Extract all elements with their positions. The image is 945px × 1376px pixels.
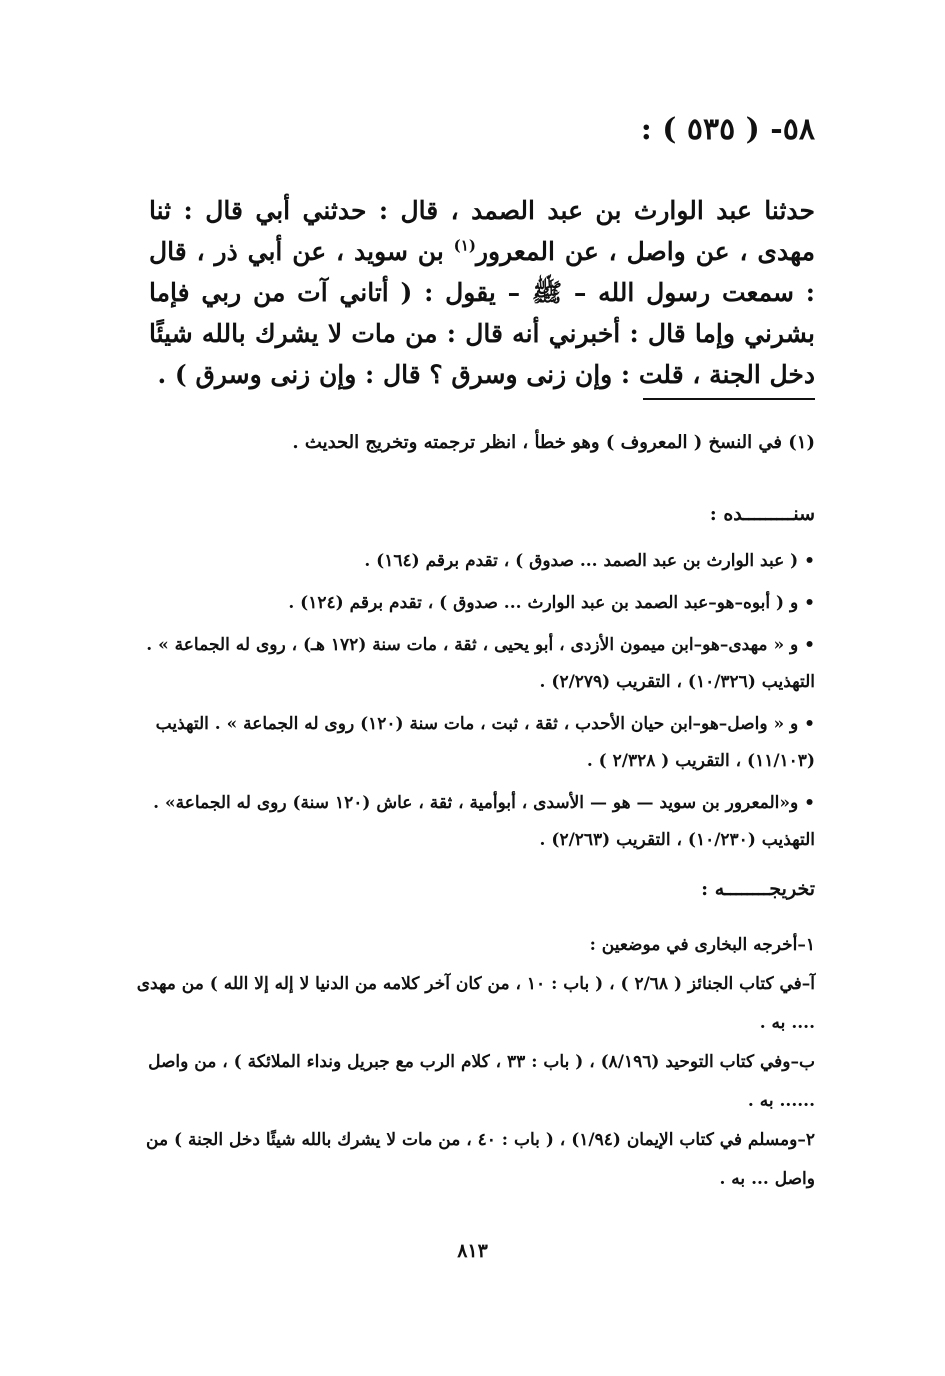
takhrij-list <box>133 926 815 1199</box>
sanad-item: • و « مهدى–هو–ابن ميمون الأزدى ، أبو يحيى ، ثقة ، مات سنة (١٧٢ هـ) ، روى له الجماعة » . التهذيب (١٠/٣٢٦) ، التقريب (٢/٢٧٩) . <box>146 635 815 692</box>
takhrij-item: ١–أخرجه البخارى في موضعين : <box>589 935 815 955</box>
hadith-text-part-2: بن سويد ، عن أبي ذر ، قال : سمعت رسول الله – ﷺ – يقول : ( أتاني آت من ربي فإما بشرني وإما قال : أخبرني أنه قال : من مات لا يشرك بالله شيئًا دخل الجنة ، قلت : وإن زنى وسرق ؟ قال : وإن زنى وسرق ) . <box>149 237 815 389</box>
sanad-list <box>133 543 815 864</box>
footnote-reference: (١) <box>453 236 476 255</box>
sanad-heading: سنـــــــــده : <box>709 503 815 525</box>
sanad-item: • و«المعرور بن سويد — هو — الأسدى ، أبوأمية ، ثقة ، عاش (١٢٠ سنة) روى له الجماعة» . التهذيب (١٠/٢٣٠) ، التقريب (٢/٢٦٣) . <box>153 793 815 850</box>
hadith-text-part-1: حدثنا عبد الوارث بن عبد الصمد ، قال : حدثني أبي قال : ثنا مهدى ، عن واصل ، عن المعرور <box>149 196 815 266</box>
footnote-divider <box>643 398 815 400</box>
sanad-item: • ( عبد الوارث بن عبد الصمد ... صدوق ) ، تقدم برقم (١٦٤) . <box>364 551 815 571</box>
takhrij-item: ٢–ومسلم في كتاب الإيمان (١/٩٤) ، ( باب : ٤٠ ، من مات لا يشرك بالله شيئًا دخل الجنة ) من واصل ... به . <box>146 1130 815 1189</box>
hadith-text <box>149 190 815 395</box>
footnote: (١) في النسخ ( المعروف ) وهو خطأ ، انظر ترجمته وتخريج الحديث . <box>292 432 815 453</box>
takhrij-item: ب–وفي كتاب التوحيد (٨/١٩٦) ، ( باب : ٣٣ ، كلام الرب مع جبريل ونداء الملائكة ) ، من واصل ...... به . <box>148 1052 815 1111</box>
hadith-number: ٥٨- ( ٥٣٥ ) : <box>640 112 815 147</box>
takhrij-heading: تخريجــــــــه : <box>701 878 815 900</box>
takhrij-item: آ–في كتاب الجنائز ( ٢/٦٨ ) ، ( باب : ١٠ ، من كان آخر كلامه من الدنيا لا إله إلا الله ) من مهدى .... به . <box>136 974 815 1033</box>
sanad-item: • و « واصل–هو–ابن حيان الأحدب ، ثقة ، ثبت ، مات سنة (١٢٠) روى له الجماعة » . التهذيب (١١/١٠٣) ، التقريب ( ٢/٣٢٨ ) . <box>155 714 815 771</box>
sanad-item: • و ( أبوه–هو–عبد الصمد بن عبد الوارث ... صدوق ) ، تقدم برقم (١٢٤) . <box>288 593 815 613</box>
page-number: ٨١٣ <box>457 1240 488 1262</box>
